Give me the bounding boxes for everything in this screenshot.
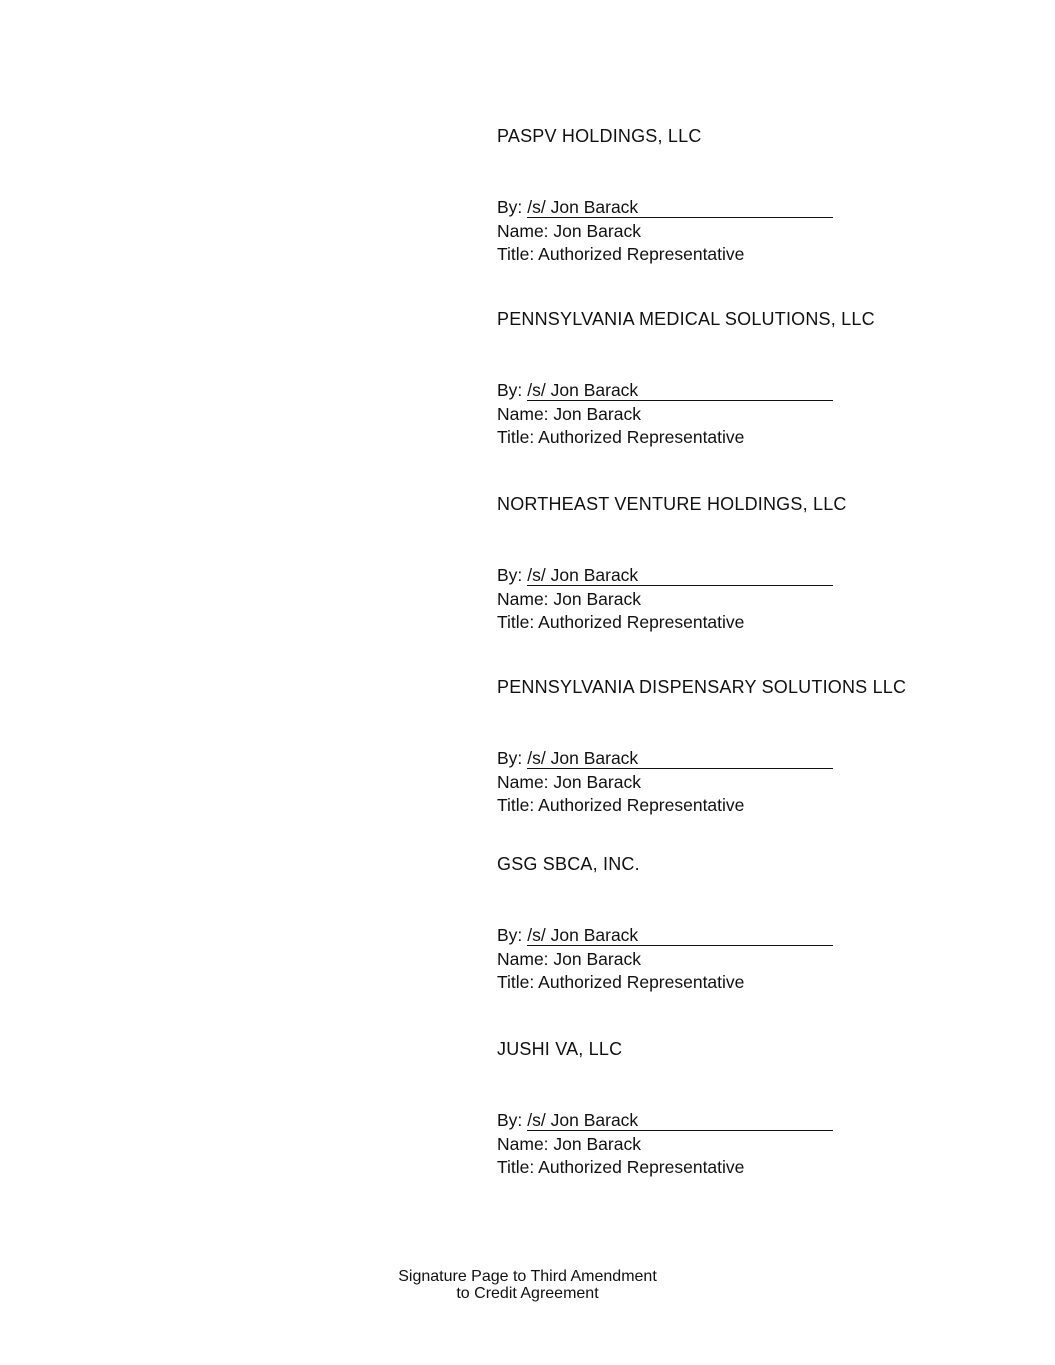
- signature-value: /s/ Jon Barack: [527, 926, 833, 946]
- signatory-title: Title: Authorized Representative: [497, 244, 745, 264]
- page-footer: [0, 1268, 1055, 1302]
- signature-block-gsg-sbca: [497, 853, 1017, 995]
- signatory-name: Name: Jon Barack: [497, 1133, 641, 1154]
- signature-line: [497, 747, 1017, 771]
- signatory-name: Name: Jon Barack: [497, 403, 641, 424]
- signature-block-pa-medical: [497, 308, 1017, 450]
- entity-name: JUSHI VA, LLC: [497, 1039, 623, 1059]
- signatory-title: Title: Authorized Representative: [497, 972, 745, 992]
- signature-block-pa-dispensary: [497, 676, 1017, 818]
- signatory-name: Name: Jon Barack: [497, 588, 641, 609]
- signatory-name: Name: Jon Barack: [497, 771, 641, 792]
- by-label: By:: [497, 380, 523, 400]
- signature-line: [497, 564, 1017, 588]
- signature-value: /s/ Jon Barack: [527, 381, 833, 401]
- by-label: By:: [497, 925, 523, 945]
- entity-name: PASPV HOLDINGS, LLC: [497, 126, 702, 146]
- entity-name: NORTHEAST VENTURE HOLDINGS, LLC: [497, 494, 847, 514]
- by-label: By:: [497, 197, 523, 217]
- signature-value: /s/ Jon Barack: [527, 749, 833, 769]
- signatory-title: Title: Authorized Representative: [497, 612, 745, 632]
- signature-value: /s/ Jon Barack: [527, 1111, 833, 1131]
- signature-value: /s/ Jon Barack: [527, 566, 833, 586]
- signatory-title: Title: Authorized Representative: [497, 795, 745, 815]
- footer-line-1: Signature Page to Third Amendment: [398, 1268, 657, 1285]
- signature-line: [497, 196, 1017, 220]
- entity-name: PENNSYLVANIA DISPENSARY SOLUTIONS LLC: [497, 677, 907, 697]
- signature-line: [497, 924, 1017, 948]
- signature-block-paspv: [497, 125, 1017, 267]
- footer-line-2: to Credit Agreement: [456, 1285, 599, 1302]
- signatory-name: Name: Jon Barack: [497, 220, 641, 241]
- signature-value: /s/ Jon Barack: [527, 198, 833, 218]
- signature-line: [497, 1109, 1017, 1133]
- signatory-title: Title: Authorized Representative: [497, 427, 745, 447]
- signature-block-northeast-venture: [497, 493, 1017, 635]
- signatory-title: Title: Authorized Representative: [497, 1157, 745, 1177]
- by-label: By:: [497, 1110, 523, 1130]
- signature-line: [497, 379, 1017, 403]
- signatory-name: Name: Jon Barack: [497, 948, 641, 969]
- entity-name: PENNSYLVANIA MEDICAL SOLUTIONS, LLC: [497, 309, 875, 329]
- by-label: By:: [497, 748, 523, 768]
- by-label: By:: [497, 565, 523, 585]
- signature-block-jushi-va: [497, 1038, 1017, 1180]
- entity-name: GSG SBCA, INC.: [497, 854, 640, 874]
